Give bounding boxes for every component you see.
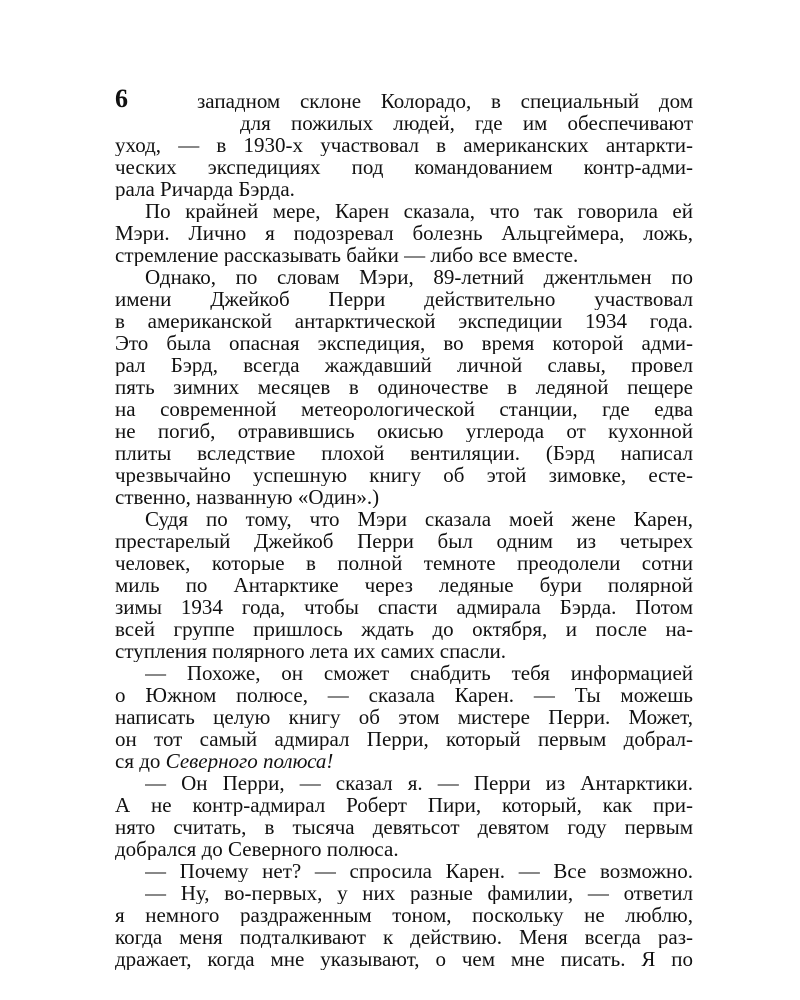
text-line: Судя по тому, что Мэри сказала моей жене Карен, — [145, 508, 693, 530]
text-line: я немного раздраженным тоном, поскольку не люблю, — [115, 904, 693, 926]
text-line: миль по Антарктике через ледяные бури полярной — [115, 574, 693, 596]
text-line: для пожилых людей, где им обеспечивают — [240, 112, 693, 134]
text-line: Мэри. Лично я подозревал болезнь Альцгеймера, ложь, — [115, 222, 693, 244]
text-line: рал Бэрд, всегда жаждавший личной славы, провел — [115, 354, 693, 376]
text-line: Однако, по словам Мэри, 89-летний джентльмен по — [145, 266, 693, 288]
text-line: стремление рассказывать байки — либо все вместе. — [115, 244, 579, 266]
text-line: престарелый Джейкоб Перри был одним из четырех — [115, 530, 693, 552]
text-line: западном склоне Колорадо, в специальный дом — [197, 90, 693, 112]
text-line: нято считать, в тысяча девятьсот девятом году первым — [115, 816, 693, 838]
text-line: он тот самый адмирал Перри, который первым добрал- — [115, 728, 693, 750]
text-line: — Почему нет? — спросила Карен. — Все возможно. — [145, 860, 693, 882]
text-line: зимы 1934 года, чтобы спасти адмирала Бэрда. Потом — [115, 596, 693, 618]
text-line: чрезвычайно успешную книгу об этой зимовке, есте- — [115, 464, 693, 486]
text-line: имени Джейкоб Перри действительно участвовал — [115, 288, 693, 310]
text-line: написать целую книгу об этом мистере Перри. Может, — [115, 706, 693, 728]
text-line: человек, которые в полной темноте преодолели сотни — [115, 552, 693, 574]
text-line: когда меня подталкивают к действию. Меня всегда раз- — [115, 926, 693, 948]
text-line: всей группе пришлось ждать до октября, и после на- — [115, 618, 693, 640]
text-line: ственно, названную «Один».) — [115, 486, 380, 508]
text-line: — Он Перри, — сказал я. — Перри из Антарктики. — [145, 772, 693, 794]
text-line: ступления полярного лета их самих спасли. — [115, 640, 506, 662]
page-number: 6 — [115, 84, 128, 113]
text-line: ческих экспедициях под командованием контр-адми- — [115, 156, 693, 178]
text-line: уход, — в 1930-х участвовал в американских антаркти- — [115, 134, 693, 156]
text-line: По крайней мере, Карен сказала, что так говорила ей — [145, 200, 693, 222]
text-line: Это была опасная экспедиция, во время которой адми- — [115, 332, 693, 354]
text-line: плиты вследствие плохой вентиляции. (Бэрд написал — [115, 442, 693, 464]
text-line: не погиб, отравившись окисью углерода от кухонной — [115, 420, 693, 442]
text-line: — Ну, во-первых, у них разные фамилии, — ответил — [145, 882, 693, 904]
text-line: дражает, когда мне указывают, о чем мне писать. Я по — [115, 948, 693, 970]
text-line: А не контр-адмирал Роберт Пири, который, как при- — [115, 794, 693, 816]
text-line: добрался до Северного полюса. — [115, 838, 399, 860]
text-line: рала Ричарда Бэрда. — [115, 178, 295, 200]
text-line: о Южном полюсе, — сказала Карен. — Ты можешь — [115, 684, 693, 706]
text-line — [115, 750, 693, 772]
italic-text-run: Северного полюса! — [165, 750, 334, 772]
text-line: — Похоже, он сможет снабдить тебя информацией — [145, 662, 693, 684]
text-line: в американской антарктической экспедиции 1934 года. — [115, 310, 693, 332]
text-run: ся до — [115, 750, 166, 772]
text-line: пять зимних месяцев в одиночестве в ледяной пещере — [115, 376, 693, 398]
text-line: на современной метеорологической станции, где едва — [115, 398, 693, 420]
